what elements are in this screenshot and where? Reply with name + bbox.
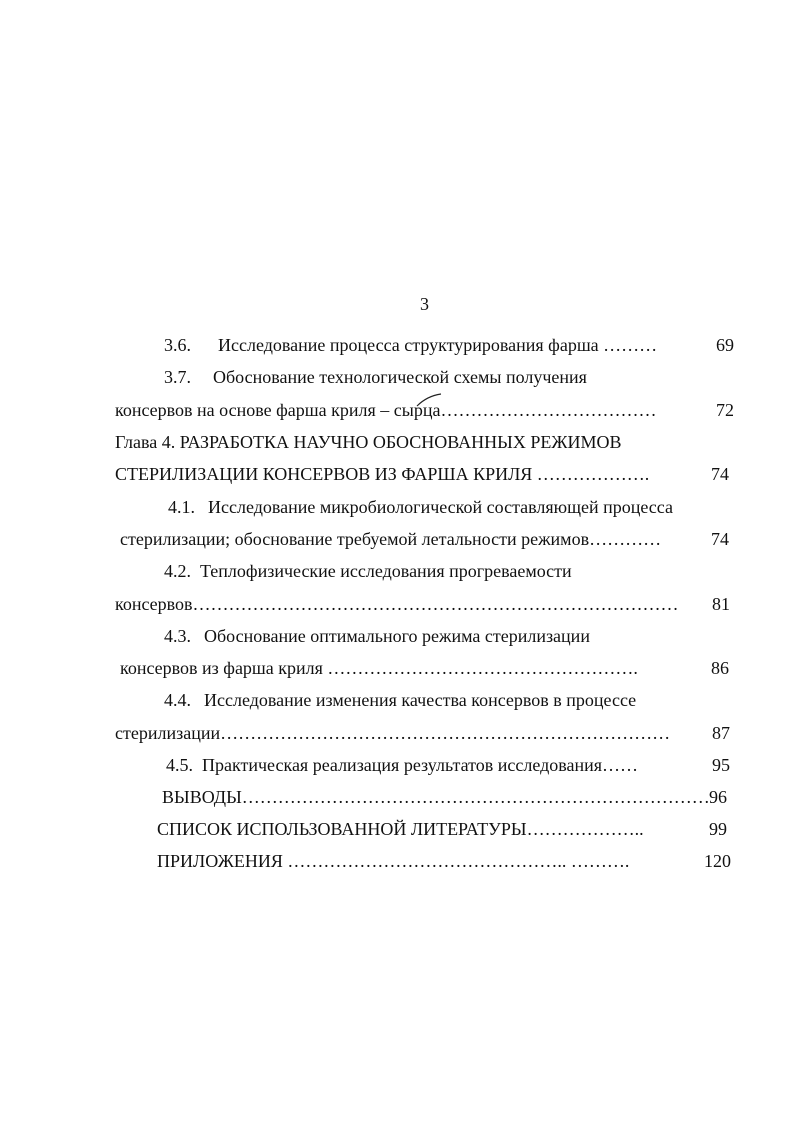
toc-text: Исследование процесса структурирования фарша ……… bbox=[218, 335, 658, 355]
toc-number: 4.2. bbox=[164, 561, 191, 581]
toc-text: Обоснование технологической схемы получения bbox=[213, 367, 587, 387]
toc-entry-4-1 bbox=[168, 496, 673, 518]
toc-page: 74 bbox=[711, 529, 729, 549]
toc-page: 99 bbox=[709, 819, 727, 839]
toc-number: 4.4. bbox=[164, 690, 191, 710]
toc-entry-4-3 bbox=[164, 625, 590, 647]
toc-page: 95 bbox=[712, 755, 730, 775]
toc-text: Практическая реализация результатов исследования…… bbox=[202, 755, 639, 775]
toc-number: 4.5. bbox=[166, 755, 193, 775]
toc-entry-3-6 bbox=[164, 334, 657, 356]
toc-entry-references: СПИСОК ИСПОЛЬЗОВАННОЙ ЛИТЕРАТУРЫ……………….. bbox=[157, 819, 644, 839]
toc-page: 86 bbox=[711, 658, 729, 678]
toc-number: 3.7. bbox=[164, 367, 191, 387]
toc-entry-appendices: ПРИЛОЖЕНИЯ ……………………………………….. ………. bbox=[157, 851, 630, 871]
toc-entry-4-1-cont: стерилизации; обоснование требуемой летальности режимов………… bbox=[120, 529, 662, 549]
toc-entry-4-5 bbox=[166, 754, 638, 776]
toc-text: Исследование изменения качества консервов в процессе bbox=[204, 690, 637, 710]
toc-page: 96 bbox=[709, 787, 727, 807]
toc-page: 69 bbox=[716, 335, 734, 355]
toc-page: 87 bbox=[712, 723, 730, 743]
toc-number: 4.3. bbox=[164, 626, 191, 646]
toc-text: Обоснование оптимального режима стерилизации bbox=[204, 626, 590, 646]
toc-page: 81 bbox=[712, 594, 730, 614]
toc-entry-4-4 bbox=[164, 689, 636, 711]
toc-number: 4.1. bbox=[168, 497, 195, 517]
toc-text: Теплофизические исследования прогреваемости bbox=[200, 561, 572, 581]
toc-entry-4-2-cont: консервов……………………………………………………………………… bbox=[115, 594, 679, 614]
toc-entry-3-7-cont: консервов на основе фарша криля – сырца……………………………… bbox=[115, 400, 657, 420]
toc-entry-conclusions: ВЫВОДЫ…………………………………………………………………… bbox=[162, 787, 710, 807]
toc-text: Исследование микробиологической составляющей процесса bbox=[208, 497, 673, 517]
toc-chapter-4-title: Глава 4. РАЗРАБОТКА НАУЧНО ОБОСНОВАННЫХ РЕЖИМОВ bbox=[115, 432, 622, 452]
toc-number: 3.6. bbox=[164, 335, 191, 355]
page-number: 3 bbox=[420, 294, 429, 314]
toc-page: 72 bbox=[716, 400, 734, 420]
toc-page: 74 bbox=[711, 464, 729, 484]
toc-page: 120 bbox=[704, 851, 731, 871]
toc-entry-4-4-cont: стерилизации………………………………………………………………… bbox=[115, 723, 671, 743]
toc-entry-4-3-cont: консервов из фарша криля ……………………………………………. bbox=[120, 658, 638, 678]
toc-chapter-4-title-cont: СТЕРИЛИЗАЦИИ КОНСЕРВОВ ИЗ ФАРША КРИЛЯ ………………. bbox=[115, 464, 650, 484]
toc-entry-3-7 bbox=[164, 366, 587, 388]
toc-entry-4-2 bbox=[164, 560, 572, 582]
handwritten-stroke-mark bbox=[415, 393, 443, 407]
